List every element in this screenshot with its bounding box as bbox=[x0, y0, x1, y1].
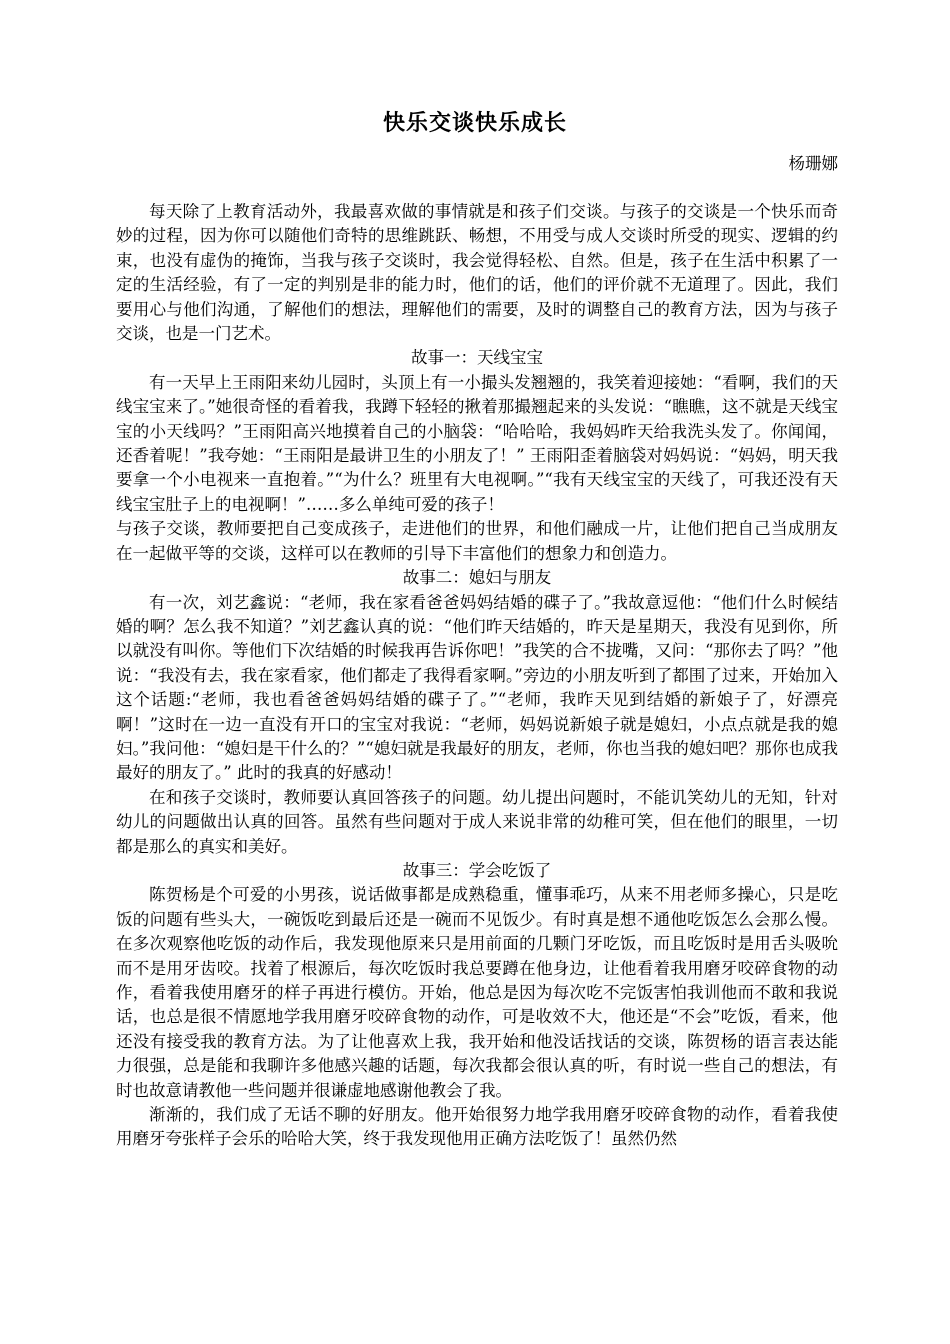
story-paragraph: 有一天早上王雨阳来幼儿园时，头顶上有一小撮头发翘翘的，我笑着迎接她：“看啊，我们的天线宝宝来了。”她很奇怪的看着我，我蹲下轻轻的揪着那撮翘起来的头发说：“瞧瞧，这不就是天线宝宝的小天线吗？”王雨阳高兴地摸着自己的小脑袋：“哈哈哈，我妈妈昨天给我洗头发了。你闻闻，还香着呢！”我夸她：“王雨阳是最讲卫生的小朋友了！” 王雨阳歪着脑袋对妈妈说：“妈妈，明天我要拿一个小电视来一直抱着。”“为什么？班里有大电视啊。”“我有天线宝宝的天线了，可我还没有天线宝宝肚子上的电视啊！”……多么单纯可爱的孩子！ bbox=[116, 372, 838, 514]
author-name: 杨珊娜 bbox=[788, 154, 838, 173]
story-heading: 故事一：天线宝宝 bbox=[411, 348, 543, 368]
story-paragraph: 有一次，刘艺鑫说：“老师，我在家看爸爸妈妈结婚的碟子了。”我故意逗他：“他们什么时候结婚的啊？怎么我不知道？”刘艺鑫认真的说：“他们昨天结婚的，昨天是星期天，我没有见到你，所以就没有叫你。等他们下次结婚的时候我再告诉你吧！”我笑的合不拢嘴，又问：“那你去了吗？”他说：“我没有去，我在家看家，他们都走了我得看家啊。”旁边的小朋友听到了都围了过来，开始加入这个话题:“老师，我也看爸爸妈妈结婚的碟子了。”“老师，我昨天见到结婚的新娘子了，好漂亮啊！”这时在一边一直没有开口的宝宝对我说：“老师，妈妈说新娘子就是媳妇，小点点就是我的媳妇。”我问他：“媳妇是干什么的？”“媳妇就是我最好的朋友，老师，你也当我的媳妇吧？那你也成我最好的朋友了。” 此时的我真的好感动！ bbox=[116, 592, 838, 783]
intro-paragraph: 每天除了上教育活动外，我最喜欢做的事情就是和孩子们交谈。与孩子的交谈是一个快乐而奇妙的过程，因为你可以随他们奇特的思维跳跃、畅想，不用受与成人交谈时所受的现实、逻辑的约束，也没有虚伪的掩饰，当我与孩子交谈时，我会觉得轻松、自然。但是，孩子在生活中积累了一定的生活经验，有了一定的判别是非的能力时，他们的话，他们的评价就不无道理了。因此，我们要用心与他们沟通，了解他们的想法，理解他们的需要，及时的调整自己的教育方法，因为与孩子交谈，也是一门艺术。 bbox=[116, 202, 838, 344]
story-heading: 故事二：媳妇与朋友 bbox=[402, 568, 552, 588]
reflection-paragraph: 与孩子交谈，教师要把自己变成孩子，走进他们的世界，和他们融成一片，让他们把自己当成朋友在一起做平等的交谈，这样可以在教师的引导下丰富他们的想象力和创造力。 bbox=[116, 519, 838, 563]
story-heading: 故事三：学会吃饭了 bbox=[402, 860, 552, 880]
reflection-paragraph: 在和孩子交谈时，教师要认真回答孩子的问题。幼儿提出问题时，不能讥笑幼儿的无知，针对幼儿的问题做出认真的回答。虽然有些问题对于成人来说非常的幼稚可笑，但在他们的眼里，一切都是那么的真实和美好。 bbox=[116, 787, 838, 856]
article-body bbox=[116, 200, 838, 1152]
story-paragraph: 渐渐的，我们成了无话不聊的好朋友。他开始很努力地学我用磨牙咬碎食物的动作，看着我使用磨牙夸张样子会乐的哈哈大笑，终于我发现他用正确方法吃饭了！虽然仍然 bbox=[116, 1105, 838, 1149]
document-title: 快乐交谈快乐成长 bbox=[382, 110, 567, 136]
story-paragraph: 陈贺杨是个可爱的小男孩，说话做事都是成熟稳重，懂事乖巧，从来不用老师多操心，只是吃饭的问题有些头大，一碗饭吃到最后还是一碗而不见饭少。有时真是想不通他吃饭怎么会那么慢。在多次观察他吃饭的动作后，我发现他原来只是用前面的几颗门牙吃饭，而且吃饭时是用舌头吸吮而不是用牙齿咬。找着了根源后，每次吃饭时我总要蹲在他身边，让他看着我用磨牙咬碎食物的动作，看着我使用磨牙的样子再进行模仿。开始，他总是因为每次吃不完饭害怕我训他而不敢和我说话，也总是很不情愿地学我用磨牙咬碎食物的动作，可是收效不大，他还是“不会”吃饭，看来，他还没有接受我的教育方法。为了让他喜欢上我，我开始和他没话找话的交谈，陈贺杨的语言表达能力很强，总是能和我聊许多他感兴趣的话题，每次我都会很认真的听，有时说一些自己的想法，有时也故意请教他一些问题并很谦虚地感谢他教会了我。 bbox=[116, 885, 838, 1100]
